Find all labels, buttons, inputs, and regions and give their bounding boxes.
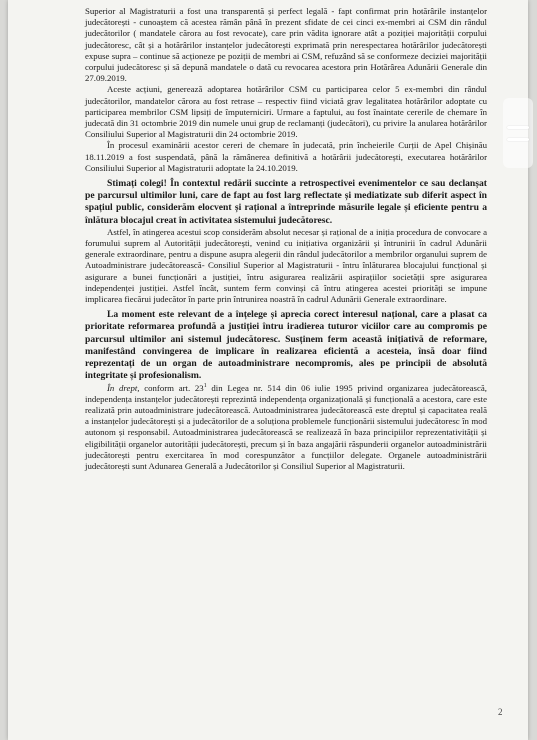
paragraph-5: Astfel, în atingerea acestui scop considerăm absolut necesar și rațional de a iniția procedura de convocare a forumului suprem al Autorității judecătorești, venind cu inițiativa organizării și întrunirii în cadrul Adunării generale extraordinare, pentru a dispune asupra alegerii din rândul judecătorilor a membrilor organului suprem de Autoadministrare judecătorească- Consiliul Superior al Magistraturii - întru înlăturarea blocajului funcțional și asigurare a bunei funcționări a justiției, întru asigurarea realizării aspirațiilor societății spre asigurarea independenței justiției. Astfel încât, suntem ferm convinși că întru atingerea acestei priorități se impune implicarea fiecărui judecător în parte prin întrunirea noastră în cadrul Adunării Generale extraordinare. [85, 226, 487, 305]
paragraph-7-lead: În drept, [107, 382, 140, 393]
paragraph-4-bold: Stimați colegi! În contextul redării succinte a retrospectivei evenimentelor ce sau declanșat pe parcursul ultimilor luni, care de fapt au fost larg reflectate și mediatizate sub diferit aspect în spațiul public, considerăm elocvent și rațional a întreprinde măsurile legale și eficiente pentru a înlătura blocajul creat în activitatea sistemului judecătoresc. [85, 178, 487, 226]
menu-bar [507, 126, 529, 129]
page-number: 2 [498, 707, 503, 717]
menu-bar [507, 138, 529, 141]
paragraph-7-text-b: din Legea nr. 514 din 06 iulie 1995 privind organizarea judecătorească, independența instanțelor judecătorești reprezintă independența organizațională și funcțională a acestora, care este realizată prin autoadministrare judecătorească. Autoadministrarea judecătorească este dreptul și capacitatea reală a instanțelor judecătorești și a judecătorilor de a soluționa problemele funcționării sistemului judecătoresc în mod autonom și responsabil. Autoadministrarea judecătorească se realizează în baza principiilor reprezentativității și eligibilității organelor autorității judecătorești, precum și în baza angajării răspunderii organelor autoadministrării judecătorești pentru exercitarea în mod corespunzător a funcțiilor delegate. Organele autoadministrării judecătorești sunt Adunarea Generală a Judecătorilor și Consiliul Superior al Magistraturii. [85, 382, 487, 471]
paragraph-1: Superior al Magistraturii a fost una transparentă și perfect legală - fapt confirmat prin hotărârile instanțelor judecătorești - cunoaștem că acestea rămân până în prezent sfidate de cei cinci ex-membri ai CSM din rândul judecătorilor ( mandatele cărora au fost revocate), care prin vădita ignorare atât a poziției majorității corpului judecătoresc, cât și a hotărârilor instanțelor judecătorești exprimată prin nerespectarea hotărârilor judecătorești expuse supra – continue să acționeze pe poziții de membri ai CSM, refuzând să se conformeze deciziei majorității corpului judecătoresc și să depună mandatele o dată cu revocarea acestora prin Hotărârea Adunării Generale din 27.09.2019. [85, 6, 487, 84]
paragraph-2: Aceste acțiuni, generează adoptarea hotărârilor CSM cu participarea celor 5 ex-membri din rândul judecătorilor, mandatelor cărora au fost retrase – respectiv fiind viciată grav legalitatea hotărârilor adoptate cu participarea membrilor CSM lipsiți de împuterniciri. Urmare a faptului, au fost înaintate cererile de chemare în judecată din 31 octombrie 2019 din numele unui grup de reclamanți (judecători), cu privire la anularea hotărârilor Consiliului Superior al Magistraturii din 24 octombrie 2019. [85, 84, 487, 140]
paragraph-6-bold: La moment este relevant de a înțelege și aprecia corect interesul național, care a plasat ca prioritate reformarea profundă a justiției întru iradierea tuturor viciilor care au compromis pe parcursul ultimilor ani sistemul judecătoresc. Susținem ferm această inițiativă de reformare, manifestând convingerea de implicare în realizarea eficientă a acesteia, însă doar fiind reprezentați de un organ de autoadministrare necompromis, ales pe principii de absolută integritate și profesionalism. [85, 309, 487, 382]
paragraph-7 [85, 383, 487, 473]
paragraph-7-superscript: 1 [203, 382, 207, 389]
menu-icon[interactable] [503, 98, 533, 168]
paragraph-7-text-a: conform art. 23 [139, 382, 204, 393]
document-body [85, 6, 487, 472]
document-page [8, 0, 528, 740]
paragraph-3: În procesul examinării acestor cereri de chemare în judecată, prin încheierile Curții de Apel Chișinău 18.11.2019 a fost suspendată, până la rămânerea definitivă a hotărârii judecătorești, executarea hotărârilor Consiliului Superior al Magistraturii adoptate la 24.10.2019. [85, 140, 487, 173]
